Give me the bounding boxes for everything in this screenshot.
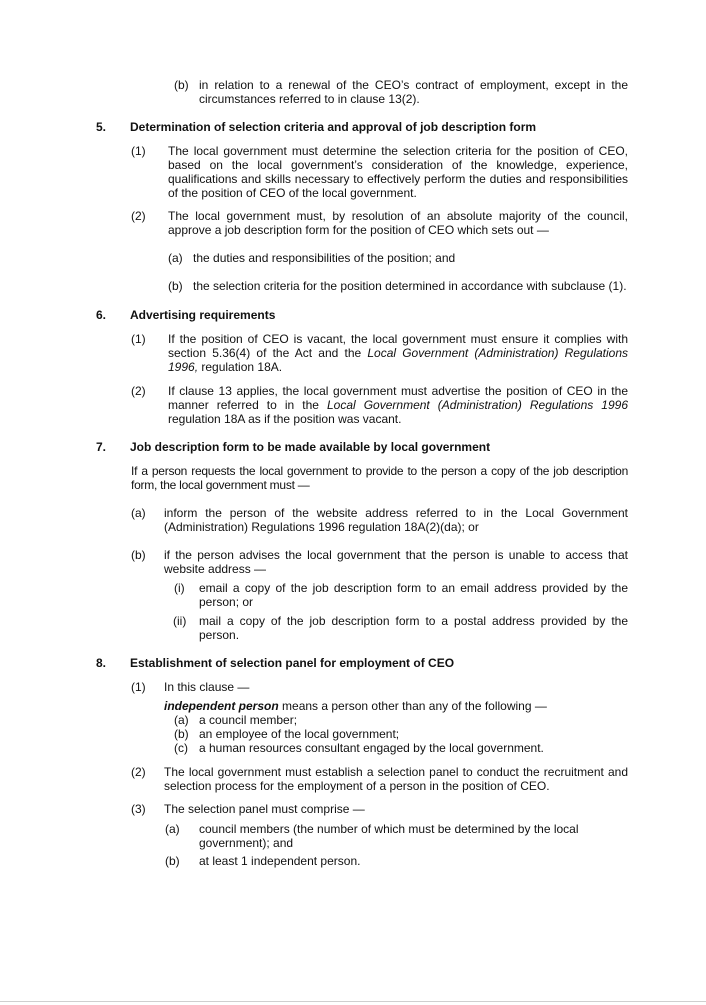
definition-item-label: (c) — [174, 741, 188, 755]
item-label: (b) — [131, 548, 146, 562]
section-number: 7. — [96, 440, 107, 454]
item-label: (a) — [131, 506, 146, 520]
subitem-label: (ii) — [173, 614, 187, 628]
definition-item-text: a human resources consultant engaged by the local government. — [199, 741, 544, 755]
item-text: if the person advises the local government that the person is unable to access that website address — — [164, 548, 628, 576]
subclause-label: (2) — [131, 384, 146, 398]
subitem-text: mail a copy of the job description form to a postal address provided by the person. — [199, 614, 628, 642]
subclause-label: (1) — [131, 680, 146, 694]
definition-item-text: a council member; — [199, 713, 298, 727]
item-text: council members (the number of which must be determined by the local government); and — [199, 822, 579, 850]
definition: independent person means a person other than any of the following — — [164, 699, 547, 713]
subclause-text: The local government must, by resolution of an absolute majority of the council, approve a job description form for the position of CEO which sets out — — [168, 209, 628, 237]
subclause-label: (3) — [131, 802, 146, 816]
item-text: at least 1 independent person. — [199, 854, 361, 868]
item-text: in relation to a renewal of the CEO’s contract of employment, except in the circumstances referred to in clause 13(2). — [199, 78, 628, 106]
subclause-text: If clause 13 applies, the local government must advertise the position of CEO in the manner referred to in the Local Government (Administration) Regulations 1996 regulation 18A as if the position was vacant. — [168, 384, 628, 426]
section-intro: If a person requests the local government to provide to the person a copy of the job description form, the local government must — — [131, 464, 628, 492]
subitem-label: (i) — [174, 581, 185, 595]
item-label: (b) — [168, 279, 183, 293]
section-title: Determination of selection criteria and approval of job description form — [130, 120, 537, 134]
item-label: (b) — [174, 78, 189, 92]
subclause-text: In this clause — — [164, 680, 250, 694]
item-label: (a) — [165, 822, 180, 836]
definition-item-label: (b) — [174, 727, 189, 741]
item-label: (b) — [165, 854, 180, 868]
section-title: Job description form to be made available by local government — [130, 440, 491, 454]
item-text: the selection criteria for the position determined in accordance with subclause (1). — [193, 279, 627, 293]
subclause-label: (2) — [131, 209, 146, 223]
section-title: Establishment of selection panel for employment of CEO — [130, 656, 455, 670]
definition-item-label: (a) — [174, 713, 189, 727]
page-bottom-border — [0, 1001, 706, 1002]
subclause-label: (1) — [131, 144, 146, 158]
section-number: 6. — [96, 308, 107, 322]
subclause-text: The local government must determine the selection criteria for the position of CEO, based on the local government’s consideration of the knowledge, experience, qualifications and skills necessary to effectively perform the duties and responsibilities of the position of CEO of the local government. — [168, 144, 628, 200]
subclause-text: The selection panel must comprise — — [164, 802, 365, 816]
section-number: 8. — [96, 656, 107, 670]
section-title: Advertising requirements — [130, 308, 276, 322]
section-number: 5. — [96, 120, 107, 134]
subclause-text: If the position of CEO is vacant, the local government must ensure it complies with section 5.36(4) of the Act and the Local Government (Administration) Regulations 1996, regulation 18A. — [168, 332, 629, 374]
item-text: inform the person of the website address referred to in the Local Government (Administration) Regulations 1996 regulation 18A(2)(da); or — [164, 506, 628, 534]
subclause-label: (1) — [131, 332, 146, 346]
subclause-label: (2) — [131, 765, 146, 779]
item-text: the duties and responsibilities of the position; and — [193, 251, 456, 265]
subitem-text: email a copy of the job description form to an email address provided by the person; or — [199, 581, 628, 609]
item-label: (a) — [168, 251, 183, 265]
subclause-text: The local government must establish a selection panel to conduct the recruitment and selection process for the employment of a person in the position of CEO. — [164, 765, 628, 793]
definition-item-text: an employee of the local government; — [199, 727, 400, 741]
